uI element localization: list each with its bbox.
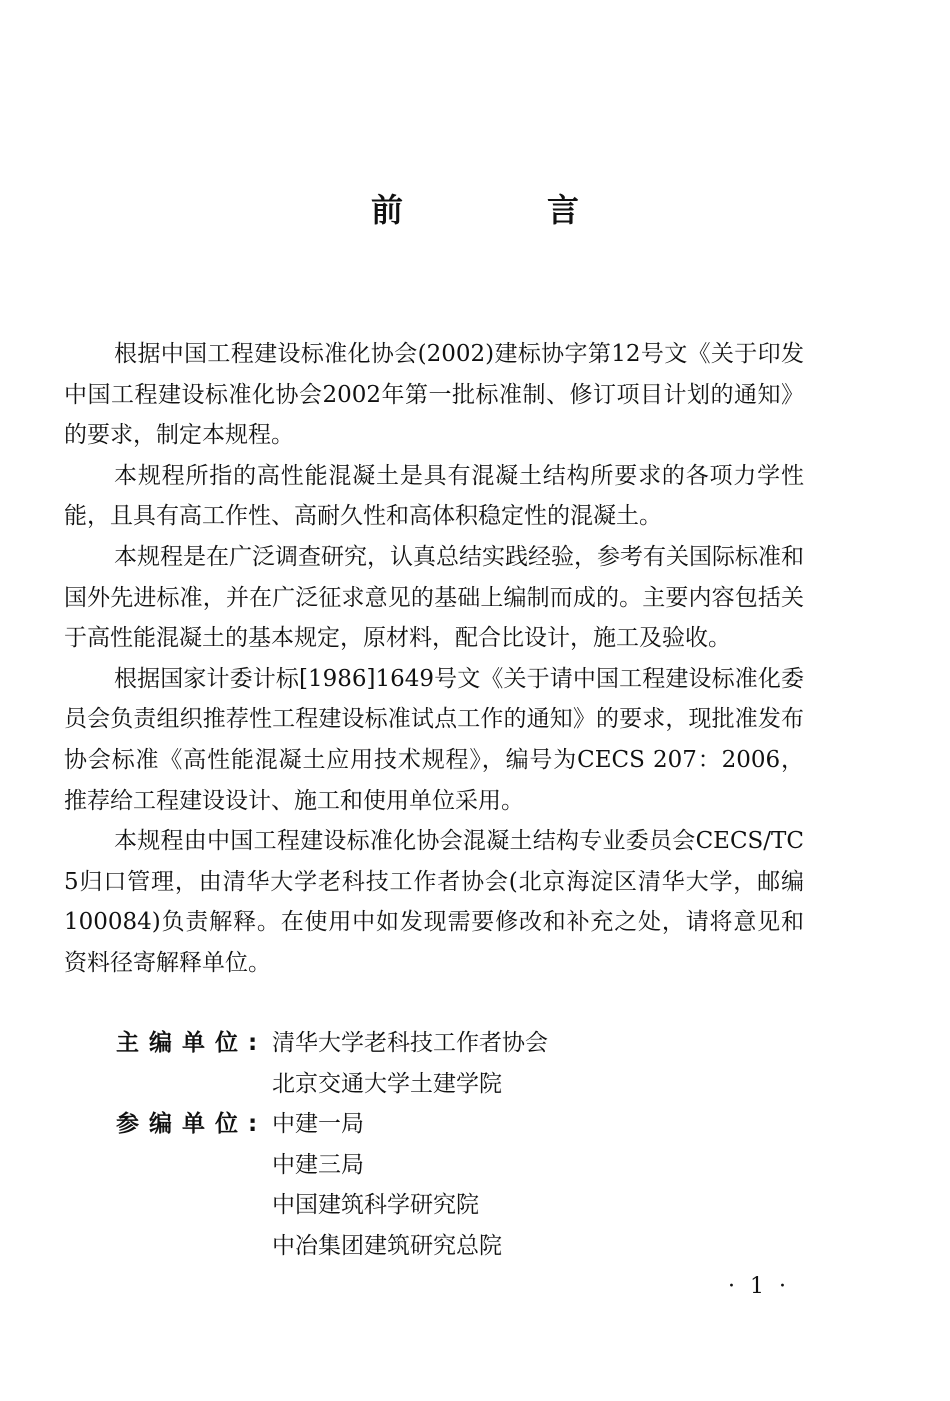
participating-units-label: 参编单位: <box>116 1111 268 1138</box>
participating-units-list <box>272 1104 502 1266</box>
paragraph-compilation: 本规程是在广泛调查研究，认真总结实践经验，参考有关国际标准和国外先进标准，并在广泛征求意见的基础上编制而成的。主要内容包括关于高性能混凝土的基本规定，原材料，配合比设计，施工及验收。 <box>64 543 804 652</box>
chief-units-list <box>272 1023 548 1104</box>
participating-unit-item: 中冶集团建筑研究总院 <box>272 1232 502 1259</box>
chief-units-label: 主编单位: <box>116 1030 268 1056</box>
participating-unit-item: 中建一局 <box>272 1111 364 1138</box>
paragraph-definition: 本规程所指的高性能混凝土是具有混凝土结构所要求的各项力学性能，且具有高工作性、高耐久性和高体积稳定性的混凝土。 <box>64 462 804 530</box>
page-title: 前 言 <box>370 191 635 229</box>
chief-unit-item: 北京交通大学土建学院 <box>272 1070 502 1097</box>
paragraph-management: 本规程由中国工程建设标准化协会混凝土结构专业委员会CECS/TC 5归口管理，由清华大学老科技工作者协会(北京海淀区清华大学，邮编100084)负责解释。在使用中如发现需要修改和补充之处，请将意见和资料径寄解释单位。 <box>64 828 804 976</box>
paragraph-basis: 根据中国工程建设标准化协会(2002)建标协字第12号文《关于印发中国工程建设标准化协会2002年第一批标准制、修订项目计划的通知》的要求，制定本规程。 <box>64 341 804 449</box>
chief-unit-item: 清华大学老科技工作者协会 <box>272 1030 548 1056</box>
preface-body <box>64 334 804 984</box>
page-number: · 1 · <box>728 1274 790 1299</box>
participating-unit-item: 中建三局 <box>272 1151 364 1178</box>
participating-units <box>116 1104 806 1266</box>
participating-unit-item: 中国建筑科学研究院 <box>272 1192 479 1219</box>
paragraph-approval: 根据国家计委计标[1986]1649号文《关于请中国工程建设标准化委员会负责组织推荐性工程建设标准试点工作的通知》的要求，现批准发布协会标准《高性能混凝土应用技术规程》，编号为CECS 207：2006，推荐给工程建设设计、施工和使用单位采用。 <box>64 665 804 814</box>
chief-units <box>116 1023 806 1104</box>
editorial-units <box>116 1023 806 1267</box>
